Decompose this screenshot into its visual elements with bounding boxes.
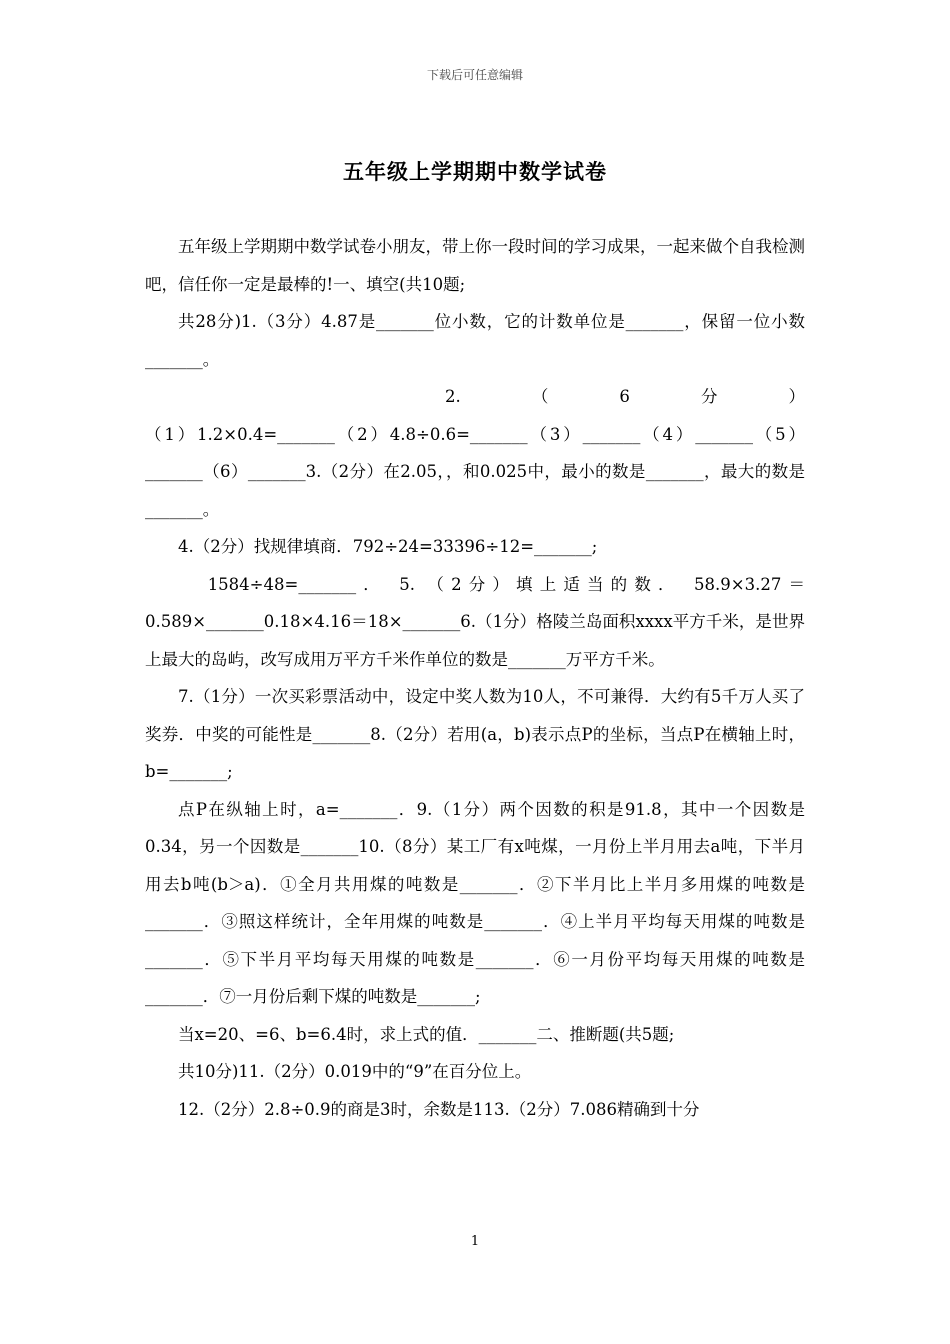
q2-number: 2. xyxy=(445,387,461,406)
question-2-header xyxy=(145,378,805,416)
q2-open-paren: （ xyxy=(531,387,549,406)
intro-paragraph: 五年级上学期期中数学试卷小朋友，带上你一段时间的学习成果，一起来做个自我检测吧，信任你一定是最棒的!一、填空(共10题; xyxy=(145,237,805,294)
question-4-paragraph: 4.（2分）找规律填商．792÷24=33396÷12=_______; xyxy=(178,537,598,556)
page-header-note: 下载后可任意编辑 xyxy=(426,68,523,82)
page-number: 1 xyxy=(470,1234,480,1249)
question-7-8-paragraph: 7.（1分）一次买彩票活动中，设定中奖人数为10人，不可兼得．大约有5千万人买了奖券．中奖的可能性是_______8.（2分）若用(a，b)表示点P的坐标，当点P在横轴上时，b=_______; xyxy=(145,687,805,781)
q2-unit: 分 xyxy=(700,387,718,406)
q2-score: 6 xyxy=(619,387,630,406)
question-12-13-paragraph: 12.（2分）2.8÷0.9的商是3时，余数是113.（2分）7.086精确到十分 xyxy=(178,1099,700,1119)
question-4-6-paragraph: 1584÷48=_______． 5. （2分）填上适当的数． 58.9×3.27＝0.589×_______0.18×4.16＝18×_______6.（1分）格陵兰岛面积xxxx平方千米，是世界上最大的岛屿，改写成用万平方千米作单位的数是_______万平方千米。 xyxy=(145,574,805,669)
document-title: 五年级上学期期中数学试卷 xyxy=(343,159,607,184)
question-2-3-paragraph: （1）1.2×0.4=_______（2）4.8÷0.6=_______（3）_______（4）_______（5）_______（6）_______3.（2分）在2.05，，和0.025中，最小的数是_______，最大的数是_______。 xyxy=(145,424,805,519)
q2-close-paren: ） xyxy=(788,387,805,406)
question-8-10-paragraph: 点P在纵轴上时，a=_______．9.（1分）两个因数的积是91.8，其中一个因数是0.34，另一个因数是_______10.（8分）某工厂有x吨煤，一月份上半月用去a吨，下半月用去b吨(b＞a)．①全月共用煤的吨数是_______．②下半月比上半月多用煤的吨数是_______．③照这样统计，全年用煤的吨数是_______．④上半月平均每天用煤的吨数是_______．⑤下半月平均每天用煤的吨数是_______．⑥一月份平均每天用煤的吨数是_______．⑦一月份后剩下煤的吨数是_______; xyxy=(145,799,805,1006)
question-1-paragraph: 共28分)1.（3分）4.87是_______位小数，它的计数单位是_______，保留一位小数_______。 xyxy=(145,312,805,369)
document-body xyxy=(145,228,805,1128)
question-11-paragraph: 共10分)11.（2分）0.019中的“9”在百分位上。 xyxy=(178,1062,532,1081)
question-10-tail-paragraph: 当x=20、=6、b=6.4时，求上式的值．_______二、推断题(共5题; xyxy=(178,1024,675,1044)
